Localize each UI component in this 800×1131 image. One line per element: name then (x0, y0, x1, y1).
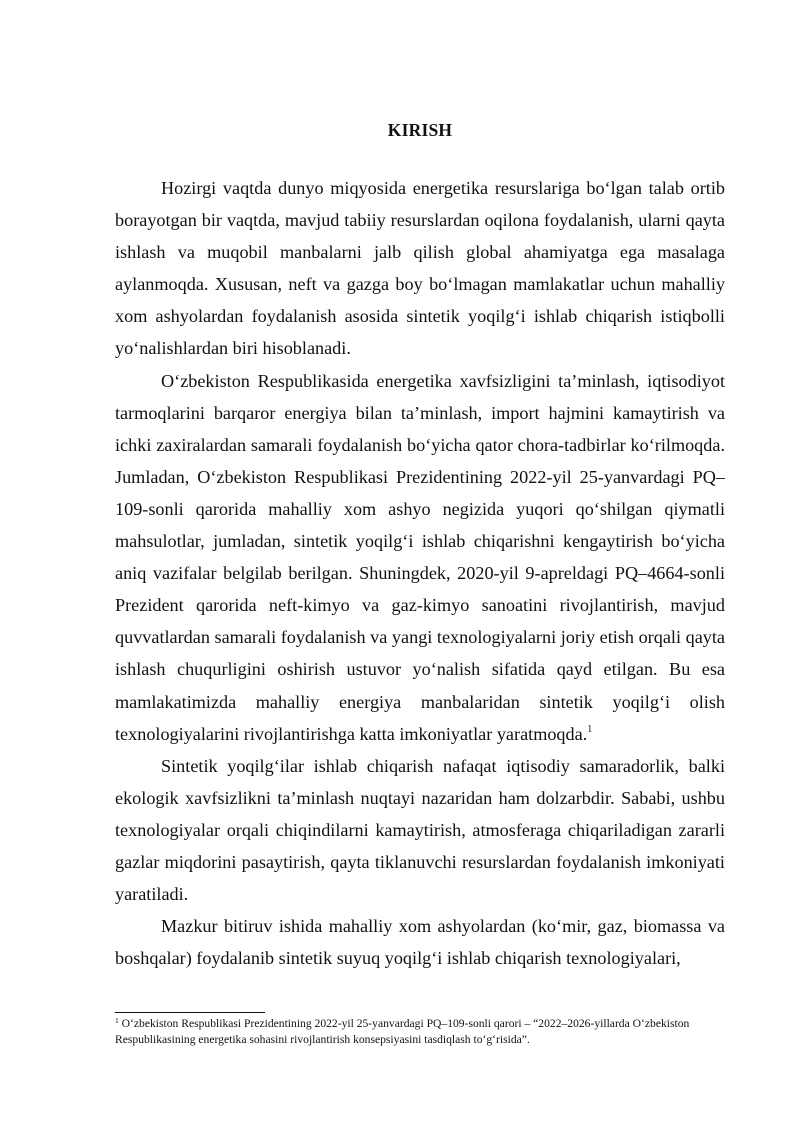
paragraph-1-text: Hozirgi vaqtda dunyo miqyosida energetika resurslariga bo‘lgan talab ortib borayotgan bir vaqtda, mavjud tabiiy resurslardan oqilona foydalanish, ularni qayta ishlash va muqobil manbalarni jalb qilish global ahamiyatga ega masalaga aylanmoqda. Xususan, neft va gazga boy bo‘lmagan mamlakatlar uchun mahalliy xom ashyolardan foydalanish asosida sintetik yoqilg‘i ishlab chiqarish istiqbolli yo‘nalishlardan biri hisoblanadi. (115, 178, 725, 359)
paragraph-3 (115, 750, 725, 910)
footnote-text: O‘zbekiston Respublikasi Prezidentining 2022-yil 25-yanvardagi PQ–109-sonli qarori – “2022–2026-yillarda O‘zbekiston Respublikasining energetika sohasini rivojlantirish konsepsiyasini tasdiqlash to‘g‘risida”. (115, 1017, 690, 1046)
footnote-reference[interactable]: 1 (587, 723, 593, 735)
paragraph-4 (115, 910, 725, 974)
footnote (115, 1016, 725, 1047)
page-title: KIRISH (387, 120, 453, 140)
footnote-divider (115, 1012, 265, 1013)
body-text (115, 172, 725, 974)
paragraph-2 (115, 365, 725, 750)
paragraph-1 (115, 172, 725, 365)
paragraph-2-text: O‘zbekiston Respublikasida energetika xavfsizligini ta’minlash, iqtisodiyot tarmoqlarini barqaror energiya bilan ta’minlash, import hajmini kamaytirish va ichki zaxiralardan samarali foydalanish bo‘yicha qator chora-tadbirlar ko‘rilmoqda. Jumladan, O‘zbekiston Respublikasi Prezidentining 2022-yil 25-yanvardagi PQ–109-sonli qarorida mahalliy xom ashyo negizida yuqori qo‘shilgan qiymatli mahsulotlar, jumladan, sintetik yoqilg‘i ishlab chiqarishni kengaytirish bo‘yicha aniq vazifalar belgilab berilgan. Shuningdek, 2020-yil 9-apreldagi PQ–4664-sonli Prezident qarorida neft-kimyo va gaz-kimyo sanoatini rivojlantirish, mavjud quvvatlardan samarali foydalanish va yangi texnologiyalarni joriy etish orqali qayta ishlash chuqurligini oshirish ustuvor yo‘nalish sifatida qayd etilgan. Bu esa mamlakatimizda mahalliy energiya manbalaridan sintetik yoqilg‘i olish texnologiyalarini rivojlantirishga katta imkoniyatlar yaratmoqda. (115, 370, 725, 744)
paragraph-3-text: Sintetik yoqilg‘ilar ishlab chiqarish nafaqat iqtisodiy samaradorlik, balki ekologik xavfsizlikni ta’minlash nuqtayi nazaridan ham dolzarbdir. Sababi, ushbu texnologiyalar orqali chiqindilarni kamaytirish, atmosferaga chiqariladigan zararli gazlar miqdorini pasaytirish, qayta tiklanuvchi resurslardan foydalanish imkoniyati yaratiladi. (115, 755, 725, 905)
footnote-mark: 1 (115, 1016, 119, 1025)
paragraph-4-text: Mazkur bitiruv ishida mahalliy xom ashyolardan (ko‘mir, gaz, biomassa va boshqalar) foydalanib sintetik suyuq yoqilg‘i ishlab chiqarish texnologiyalari, (115, 916, 725, 969)
